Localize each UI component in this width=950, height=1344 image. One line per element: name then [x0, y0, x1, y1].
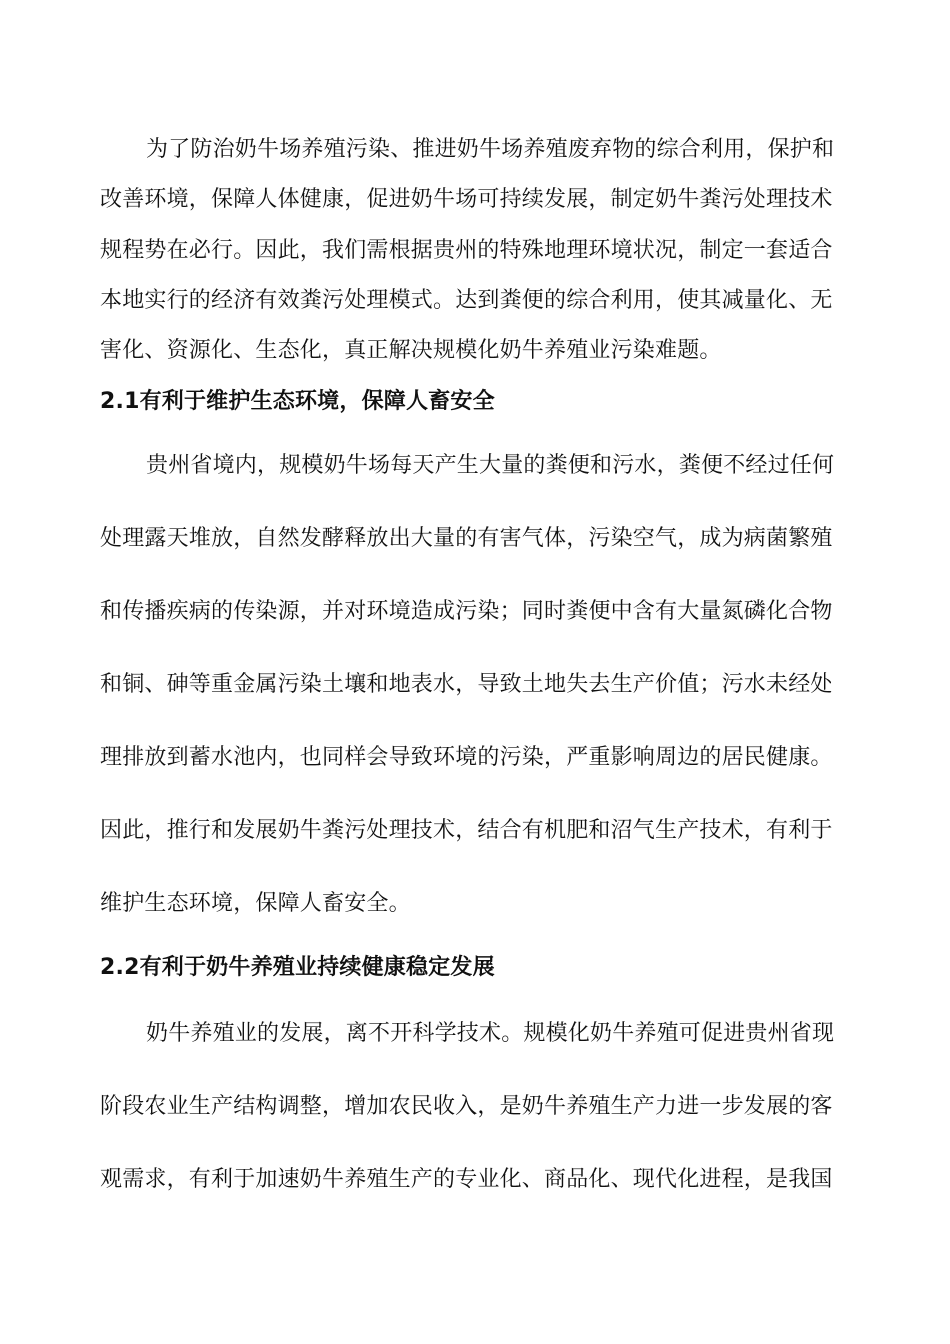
section-2-2-line-1: 奶牛养殖业的发展，离不开科学技术。规模化奶牛养殖可促进贵州省现	[146, 1021, 835, 1046]
intro-line-4: 本地实行的经济有效粪污处理模式。达到粪便的综合利用，使其减量化、无	[100, 288, 833, 313]
section-2-2-line-3: 观需求，有利于加速奶牛养殖生产的专业化、商品化、现代化进程，是我国	[100, 1167, 833, 1192]
intro-line-5: 害化、资源化、生态化，真正解决规模化奶牛养殖业污染难题。	[100, 338, 722, 363]
section-2-2-heading: 2.2有利于奶牛养殖业持续健康稳定发展	[100, 955, 495, 980]
intro-line-3: 规程势在必行。因此，我们需根据贵州的特殊地理环境状况，制定一套适合	[100, 238, 833, 263]
section-2-1-line-3: 和传播疾病的传染源，并对环境造成污染；同时粪便中含有大量氮磷化合物	[100, 599, 833, 624]
section-2-1-line-7: 维护生态环境，保障人畜安全。	[100, 891, 411, 916]
section-2-1-line-1: 贵州省境内，规模奶牛场每天产生大量的粪便和污水，粪便不经过任何	[146, 453, 835, 478]
section-2-1-line-5: 理排放到蓄水池内，也同样会导致环境的污染，严重影响周边的居民健康。	[100, 745, 833, 770]
section-2-1-heading: 2.1有利于维护生态环境，保障人畜安全	[100, 389, 495, 414]
section-2-1-line-2: 处理露天堆放，自然发酵释放出大量的有害气体，污染空气，成为病菌繁殖	[100, 526, 833, 551]
intro-line-1: 为了防治奶牛场养殖污染、推进奶牛场养殖废弃物的综合利用，保护和	[146, 137, 835, 162]
intro-line-2: 改善环境，保障人体健康，促进奶牛场可持续发展，制定奶牛粪污处理技术	[100, 187, 833, 212]
section-2-2-line-2: 阶段农业生产结构调整，增加农民收入，是奶牛养殖生产力进一步发展的客	[100, 1094, 833, 1119]
section-2-1-line-4: 和铜、砷等重金属污染土壤和地表水，导致土地失去生产价值；污水未经处	[100, 672, 833, 697]
section-2-1-line-6: 因此，推行和发展奶牛粪污处理技术，结合有机肥和沼气生产技术，有利于	[100, 818, 833, 843]
